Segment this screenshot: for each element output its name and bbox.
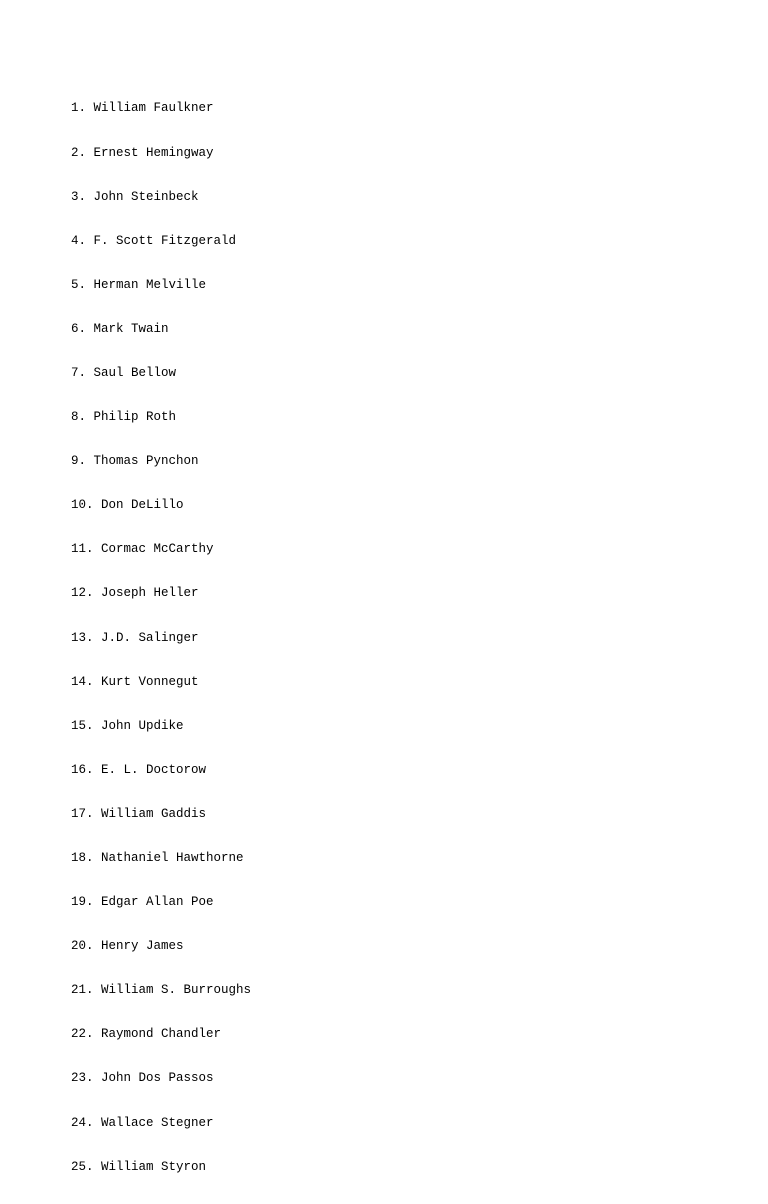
list-item: 22. Raymond Chandler: [71, 1027, 222, 1042]
list-item: 9. Thomas Pynchon: [71, 454, 199, 469]
list-item: 6. Mark Twain: [71, 321, 169, 336]
list-item: 18. Nathaniel Hawthorne: [71, 851, 244, 865]
list-item: 23. John Dos Passos: [71, 1071, 214, 1086]
list-item: 24. Wallace Stegner: [71, 1115, 214, 1130]
list-item: 19. Edgar Allan Poe: [71, 895, 214, 910]
list-item: 15. John Updike: [71, 718, 184, 733]
list-item: 11. Cormac McCarthy: [71, 542, 214, 557]
list-item: 13. J.D. Salinger: [71, 630, 199, 645]
list-item: 8. Philip Roth: [71, 410, 177, 425]
list-item: 16. E. L. Doctorow: [71, 762, 207, 777]
list-item: 10. Don DeLillo: [71, 498, 184, 513]
list-item: 7. Saul Bellow: [71, 365, 177, 380]
list-item: 4. F. Scott Fitzgerald: [71, 233, 237, 248]
list-item: 3. John Steinbeck: [71, 189, 199, 204]
list-item: 20. Henry James: [71, 939, 184, 954]
list-item: 25. William Styron: [71, 1159, 207, 1174]
list-item: 14. Kurt Vonnegut: [71, 674, 199, 689]
list-item: 2. Ernest Hemingway: [71, 145, 214, 160]
list-item: 21. William S. Burroughs: [71, 983, 252, 998]
list-item: 12. Joseph Heller: [71, 586, 199, 601]
list-item: 1. William Faulkner: [71, 101, 214, 116]
list-item: 17. William Gaddis: [71, 806, 207, 821]
author-list: [71, 72, 251, 1204]
list-item: 5. Herman Melville: [71, 277, 207, 292]
